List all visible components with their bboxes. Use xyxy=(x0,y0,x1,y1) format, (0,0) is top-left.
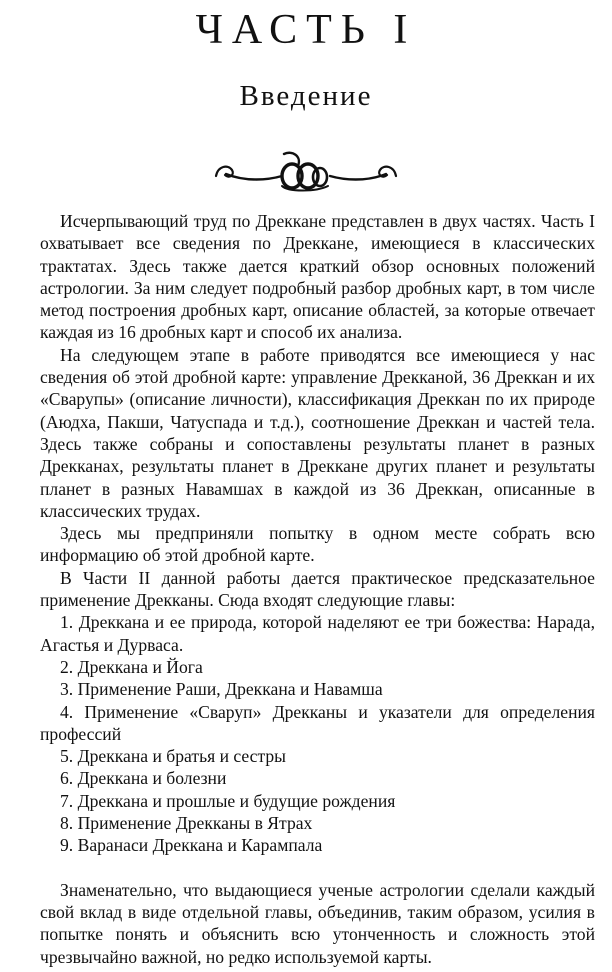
chapter-list-item-3: 3. Применение Раши, Дреккана и Навамша xyxy=(60,679,383,700)
chapter-list-item-5: 5. Дреккана и братья и сестры xyxy=(60,746,286,767)
chapter-list-item-4: 4. Применение «Сваруп» Дрекканы и указатели для определения профессий xyxy=(40,701,595,744)
chapter-list-item-1: 1. Дреккана и ее природа, которой наделяют ее три божества: Нарада, Агастья и Дурваса. xyxy=(40,612,595,655)
intro-paragraph-2: На следующем этапе в работе приводятся все имеющиеся у нас сведения об этой дробной карте: управление Дрекканой, 36 Дреккан и их «Сварупы» (описание личности), классификация Дреккан по их природе (Аюдха, Пакши, Чатуспада и т.д.), соотношение Дреккан и частей тела. Здесь также собраны и сопоставлены результаты планет в разных Дрекканах, результаты планет в Дреккане других планет и результаты планет в разных Навамшах в каждой из 36 Дреккан, описанные в классических трудах. xyxy=(40,344,595,521)
chapter-list-item-9: 9. Варанаси Дреккана и Карампала xyxy=(60,835,323,856)
closing-paragraph: Знаменательно, что выдающиеся ученые астрологии сделали каждый свой вклад в виде отдельной главы, объединив, таким образом, усилия в попытке понять и объяснить всю утонченность и сложность этой чрезвычайно важной, но редко используемой карты. xyxy=(40,879,595,967)
chapter-list-item-7: 7. Дреккана и прошлые и будущие рождения xyxy=(60,790,396,811)
chapter-list-item-2: 2. Дреккана и Йога xyxy=(60,656,203,677)
intro-paragraph-1: Исчерпывающий труд по Дреккане представлен в двух частях. Часть I охватывает все сведения по Дреккане, имеющиеся в классических трактатах. Здесь также дается краткий обзор основных положений астрологии. За ним следует подробный разбор дробных карт, в том числе метод построения дробных карт, описание областей, за которые отвечает каждая из 16 дробных карт и способ их анализа. xyxy=(40,211,595,343)
intro-paragraph-3: Здесь мы предприняли попытку в одном месте собрать всю информацию об этой дробной карте. xyxy=(40,523,595,566)
page-body xyxy=(40,210,595,968)
section-gap xyxy=(40,857,595,879)
intro-paragraph-4: В Части II данной работы дается практическое предсказательное применение Дрекканы. Сюда входят следующие главы: xyxy=(40,567,595,611)
chapter-title: Введение xyxy=(239,80,373,112)
part-title: ЧАСТЬ I xyxy=(195,7,417,53)
chapter-list-item-6: 6. Дреккана и болезни xyxy=(60,768,227,789)
flourish-ornament-icon xyxy=(212,148,400,196)
chapter-list-item-8: 8. Применение Дрекканы в Ятрах xyxy=(60,813,313,834)
